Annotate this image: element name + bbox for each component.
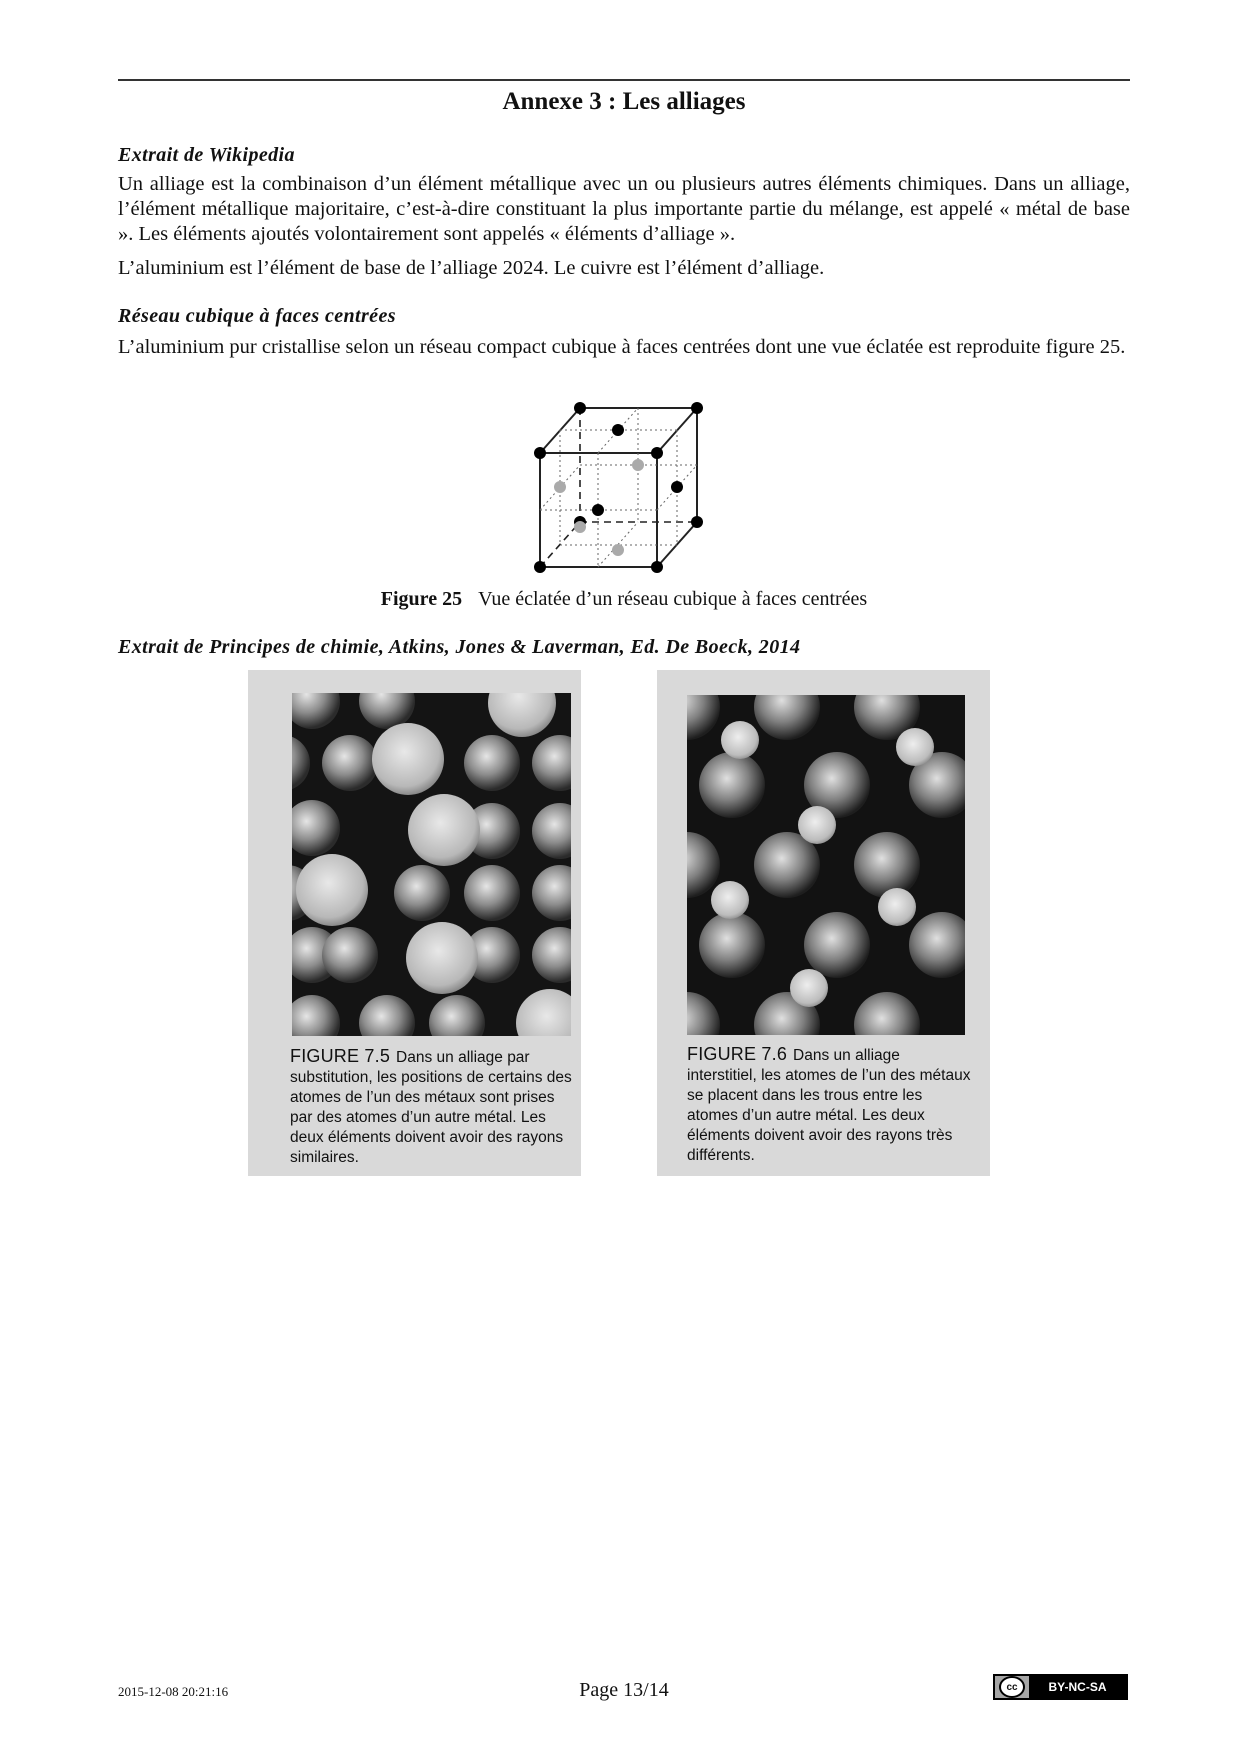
figure-25-label: Figure 25 [380, 588, 463, 610]
page-title: Annexe 3 : Les alliages [502, 88, 746, 115]
page-number: Page 13/14 [579, 1679, 669, 1701]
figure-7-6-label: FIGURE 7.6 [687, 1044, 788, 1064]
substitution-alloy-image [292, 693, 571, 1036]
reseau-paragraph: L’aluminium pur cristallise selon un réseau compact cubique à faces centrées dont une vue éclatée est reproduite figure 25. [118, 336, 1126, 358]
figure-7-5-label: FIGURE 7.5 [290, 1046, 391, 1066]
figure-7-6-caption [687, 1044, 972, 1166]
wikipedia-paragraph-1: Un alliage est la combinaison d’un élément métallique avec un ou plusieurs autres éléments chimiques. Dans un alliage, l’élément métallique majoritaire, c’est-à-dire constituant la plus importante partie du mélange, est appelé « métal de base ». Les éléments ajoutés volontairement sont appelés « éléments d’alliage ». [118, 173, 1130, 245]
license-label: BY-NC-SA [1029, 1676, 1126, 1698]
cc-license-badge[interactable] [993, 1674, 1128, 1700]
figure-25-text: Vue éclatée d’un réseau cubique à faces centrées [478, 588, 868, 610]
header-rule [118, 79, 1130, 81]
figure-7-6-text: Dans un alliage interstitiel, les atomes de l’un des métaux se placent dans les trous entre les atomes d’un autre métal. Les deux éléments doivent avoir des rayons très différents. [687, 1047, 971, 1164]
figure-25-caption [118, 588, 1130, 611]
wikipedia-paragraph-2: L’aluminium est l’élément de base de l’alliage 2024. Le cuivre est l’élément d’alliage. [118, 257, 825, 279]
figure-7-5-text: Dans un alliage par substitution, les positions de certains des atomes de l’un des métaux sont prises par des atomes d’un autre métal. Les deux éléments doivent avoir des rayons similaires. [290, 1049, 572, 1166]
interstitial-alloy-image [687, 695, 965, 1035]
wikipedia-heading: Extrait de Wikipedia [118, 144, 295, 166]
reseau-heading: Réseau cubique à faces centrées [118, 305, 396, 327]
footer-timestamp: 2015-12-08 20:21:16 [118, 1684, 229, 1699]
atkins-heading: Extrait de Principes de chimie, Atkins, Jones & Laverman, Ed. De Boeck, 2014 [118, 636, 801, 658]
fcc-lattice-diagram [525, 395, 725, 580]
figure-7-5-caption [290, 1046, 575, 1168]
cc-icon: cc [999, 1676, 1025, 1698]
